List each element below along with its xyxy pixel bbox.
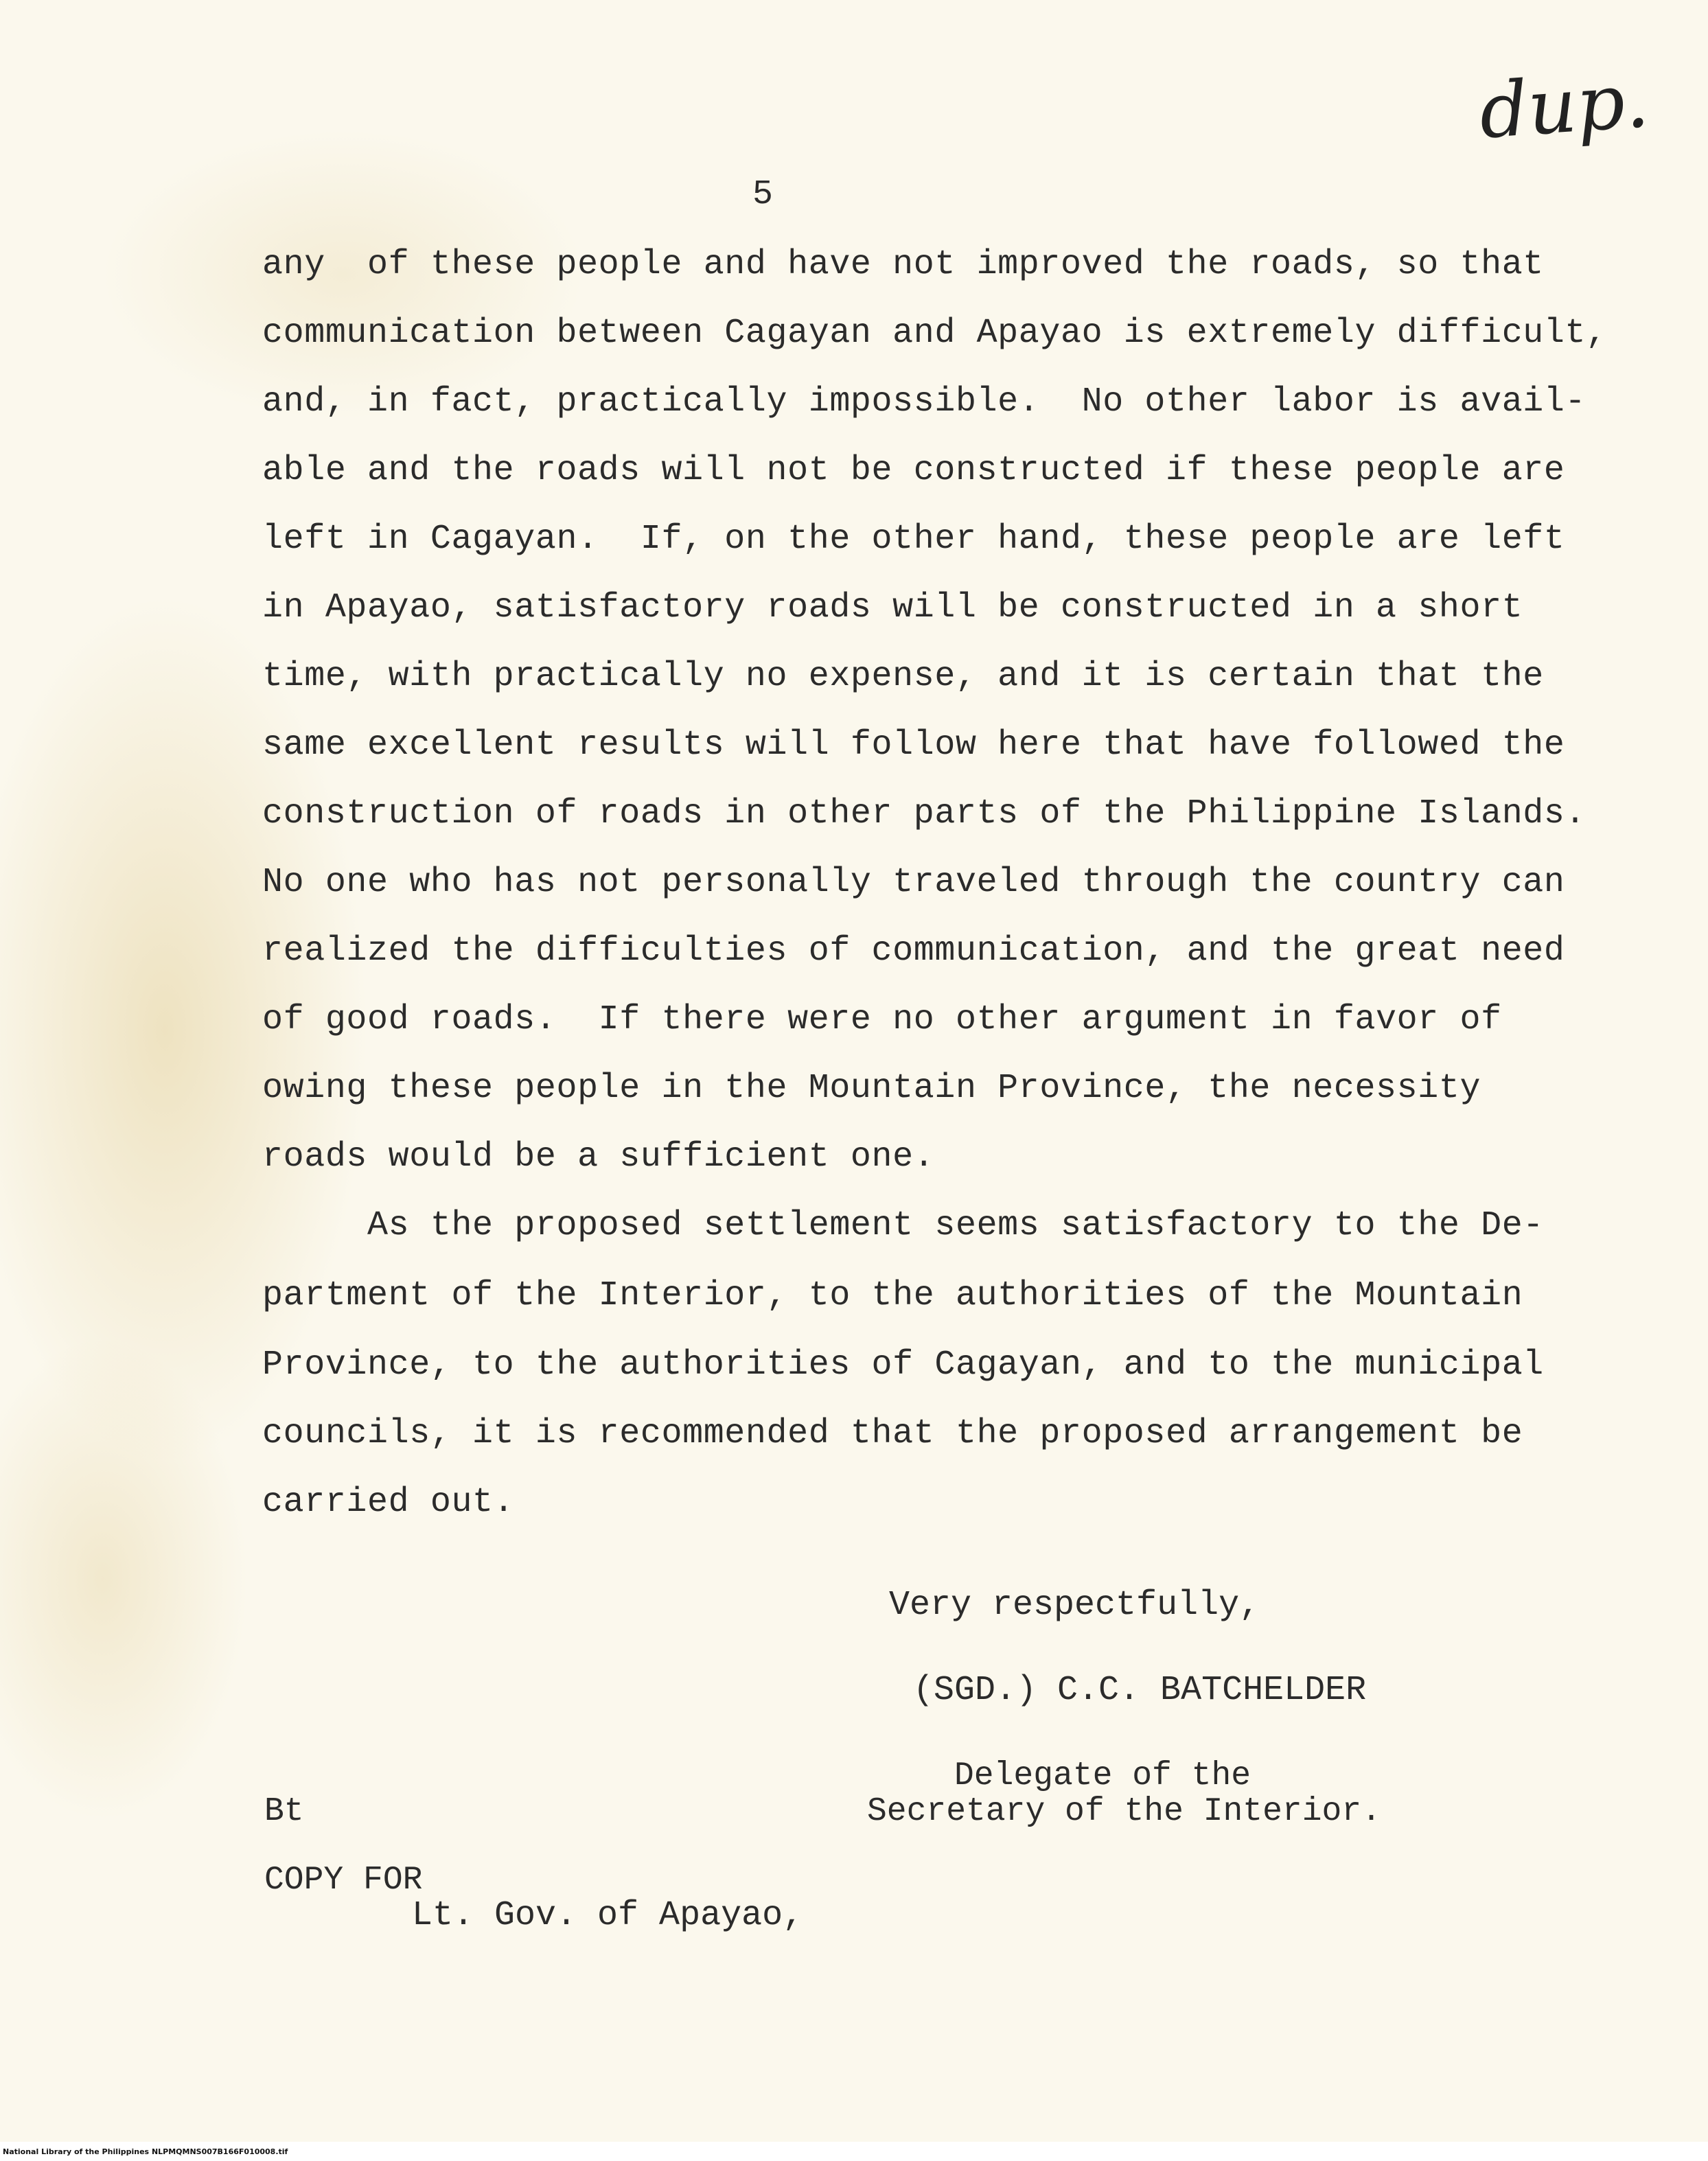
- body-line: of good roads. If there were no other argument in favor of: [262, 1000, 1502, 1039]
- body-line: able and the roads will not be constructed if these people are: [262, 451, 1565, 490]
- signature: (SGD.) C.C. BATCHELDER: [913, 1671, 1367, 1710]
- body-line: construction of roads in other parts of the Philippine Islands.: [262, 794, 1586, 833]
- signer-title-line1: Delegate of the: [954, 1757, 1251, 1794]
- body-line: time, with practically no expense, and it is certain that the: [262, 657, 1544, 696]
- body-line: roads would be a sufficient one.: [262, 1137, 935, 1177]
- scan-caption: National Library of the Philippines NLPMQMNS007B166F010008.tif: [3, 2147, 288, 2156]
- handwritten-note: dup.: [1476, 56, 1652, 156]
- letter-body: [262, 0, 1649, 1522]
- body-line: councils, it is recommended that the proposed arrangement be: [262, 1414, 1523, 1453]
- copy-recipient: Lt. Gov. of Apayao,: [412, 1896, 804, 1935]
- body-line: any of these people and have not improved the roads, so that: [262, 245, 1544, 284]
- body-line: in Apayao, satisfactory roads will be constructed in a short: [262, 588, 1523, 627]
- body-line: carried out.: [262, 1483, 515, 1522]
- body-line: and, in fact, practically impossible. No other labor is avail-: [262, 382, 1586, 421]
- body-line: Province, to the authorities of Cagayan, and to the municipal: [262, 1345, 1544, 1385]
- typist-initials: Bt: [264, 1793, 304, 1830]
- page-number: 5: [752, 175, 774, 214]
- closing: Very respectfully,: [889, 1586, 1260, 1625]
- signer-title-line2: Secretary of the Interior.: [867, 1793, 1381, 1830]
- body-line: communication between Cagayan and Apayao is extremely difficult,: [262, 314, 1607, 353]
- body-line: owing these people in the Mountain Province, the necessity: [262, 1069, 1481, 1108]
- body-line: No one who has not personally traveled through the country can: [262, 863, 1565, 902]
- body-line: same excellent results will follow here that have followed the: [262, 726, 1565, 765]
- body-line: As the proposed settlement seems satisfactory to the De-: [262, 1206, 1544, 1245]
- copy-label: COPY FOR: [264, 1862, 423, 1899]
- body-line: left in Cagayan. If, on the other hand, these people are left: [262, 520, 1565, 559]
- body-line: partment of the Interior, to the authorities of the Mountain: [262, 1276, 1523, 1315]
- body-line: realized the difficulties of communication, and the great need: [262, 932, 1565, 971]
